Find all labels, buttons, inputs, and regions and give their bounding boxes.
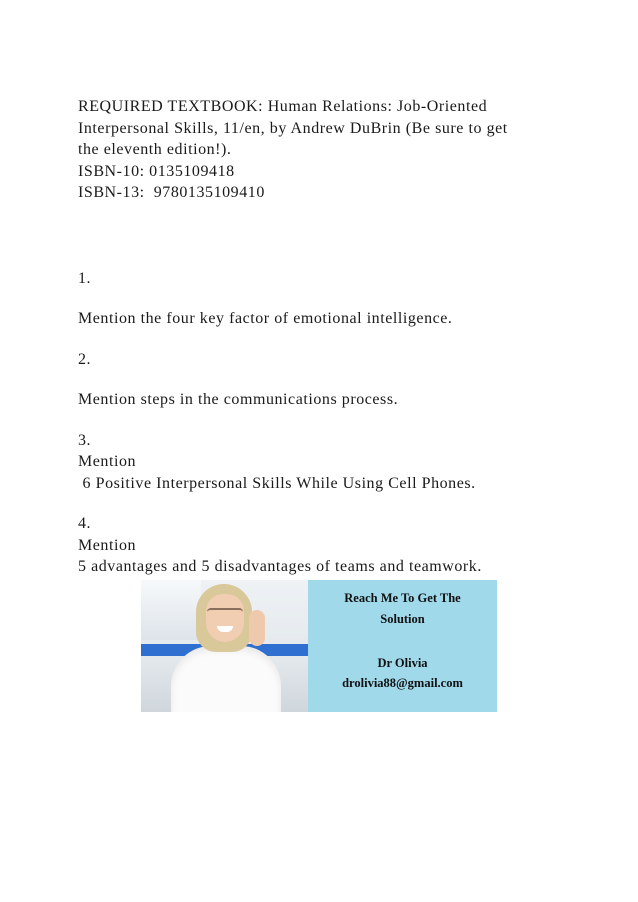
question-text-1: Mention the four key factor of emotional intelligence.: [78, 310, 453, 327]
window-background: [141, 580, 201, 640]
question-text-3a: Mention: [78, 453, 137, 470]
question-number-3: 3.: [78, 431, 92, 449]
banner-line-2: Solution: [380, 612, 425, 626]
header-line-2: Interpersonal Skills, 11/en, by Andrew DuBrin (Be sure to get: [78, 119, 508, 137]
question-text-3b: 6 Positive Interpersonal Skills While Using Cell Phones.: [78, 474, 476, 492]
contact-email[interactable]: drolivia88@gmail.com: [342, 676, 463, 690]
document-text: [78, 96, 578, 578]
question-text-2: Mention steps in the communications process.: [78, 391, 399, 408]
contact-info-box: [308, 580, 497, 712]
woman-photo: [141, 580, 308, 712]
isbn-13: ISBN-13: 9780135109410: [78, 184, 265, 201]
photo-body: [171, 646, 281, 712]
header-line-1: REQUIRED TEXTBOOK: Human Relations: Job-Oriented: [78, 98, 488, 115]
isbn-10: ISBN-10: 0135109418: [78, 162, 235, 180]
question-text-4b: 5 advantages and 5 disadvantages of teams and teamwork.: [78, 558, 482, 575]
photo-hand: [249, 610, 265, 646]
question-number-4: 4.: [78, 515, 92, 532]
question-number-2: 2.: [78, 350, 92, 368]
photo-face: [206, 594, 244, 642]
contact-name: Dr Olivia: [377, 656, 428, 670]
banner-line-1: Reach Me To Get The: [344, 591, 461, 605]
header-line-3: the eleventh edition!).: [78, 141, 232, 158]
contact-banner: [141, 580, 497, 712]
question-text-4a: Mention: [78, 536, 137, 554]
question-number-1: 1.: [78, 269, 92, 287]
glasses-icon: [207, 608, 243, 618]
